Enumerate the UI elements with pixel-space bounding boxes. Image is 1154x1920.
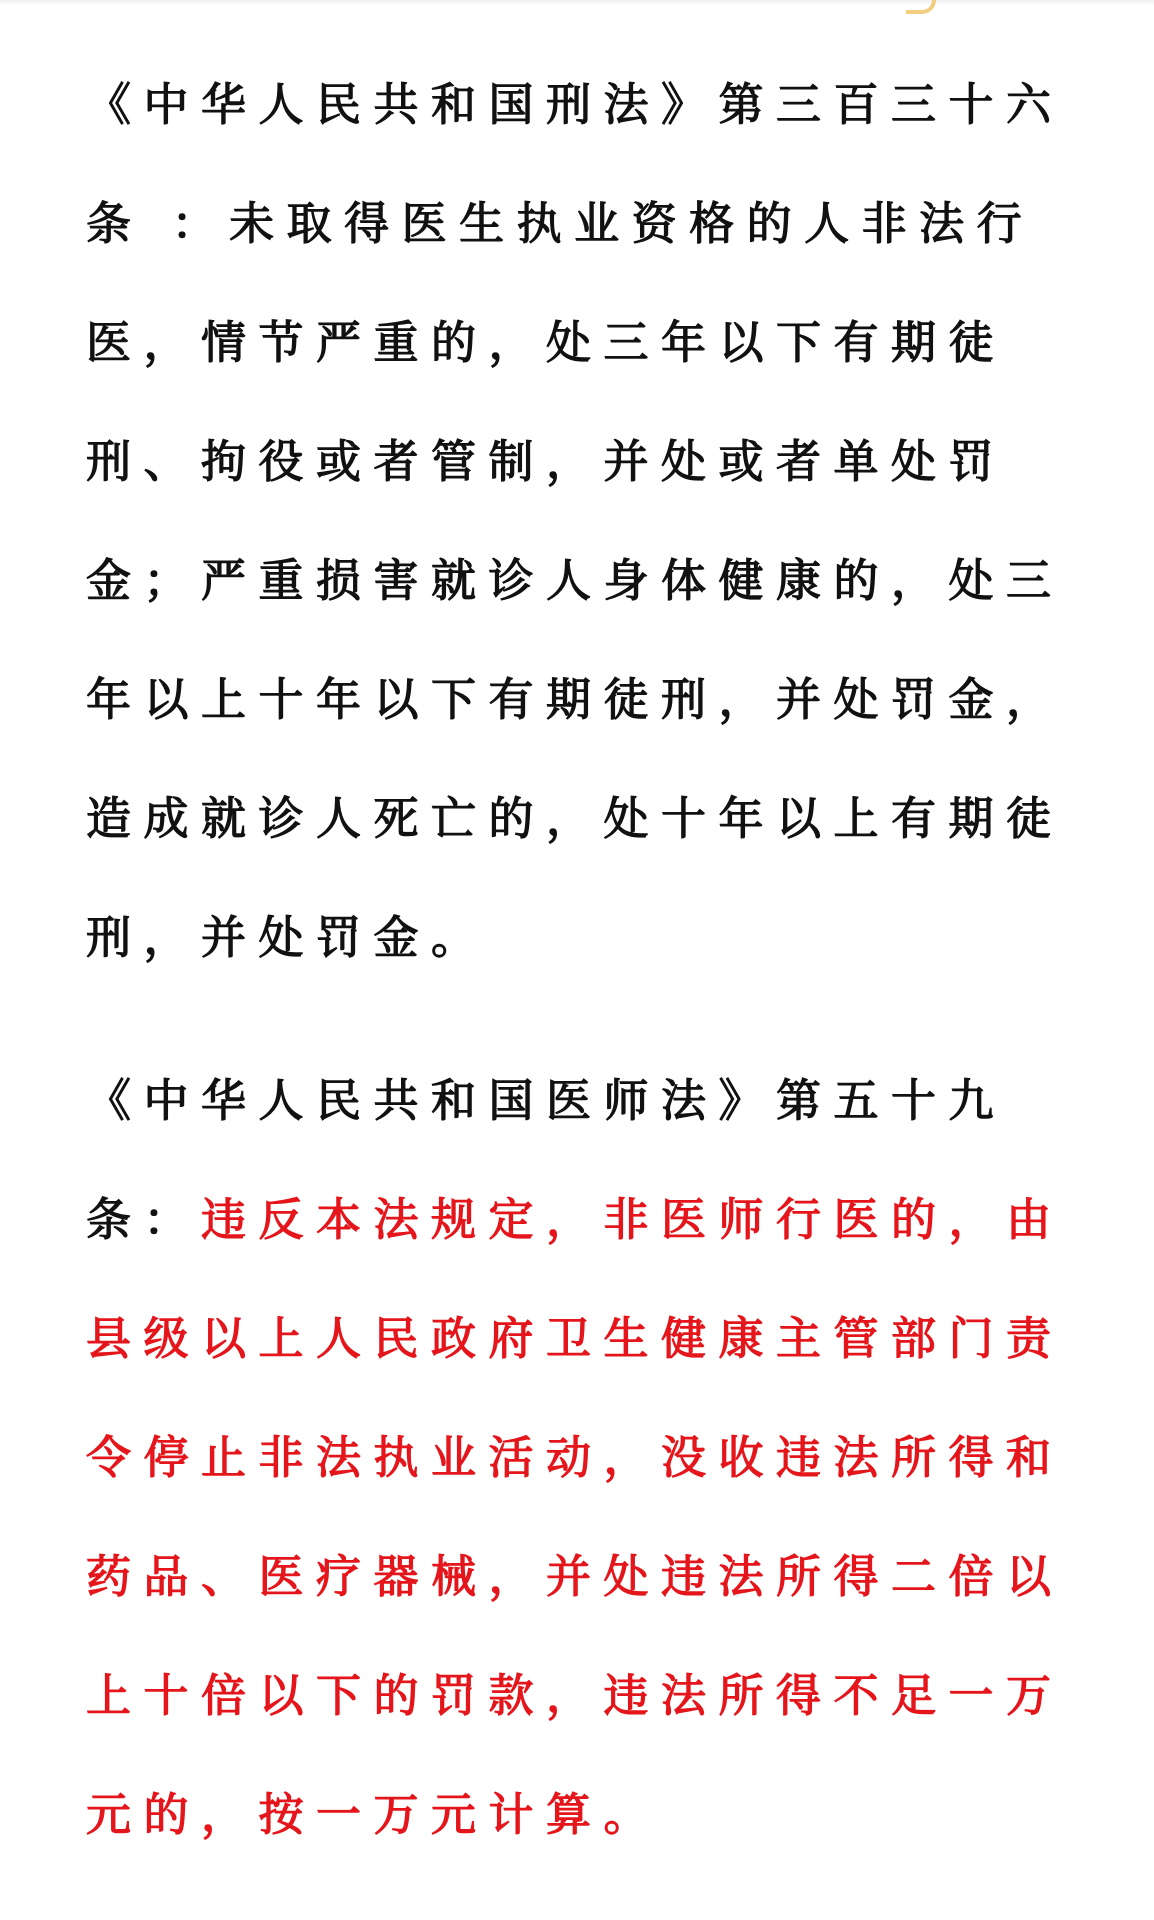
criminal-law-article-text: 《中华人民共和国刑法》第三百三十六条 ：未取得医生执业资格的人非法行医，情节严重的，处三年以下有期徒刑、拘役或者管制，并处或者单处罚金；严重损害就诊人身体健康的，处三年以上十年以下有期徒刑，并处罚金，造成就诊人死亡的，处十年以上有期徒刑，并处罚金。 (86, 78, 1064, 964)
physician-law-article-heading: 《中华人民共和国医师法》第五十九条： (86, 1074, 1007, 1246)
physician-law-highlighted-text: 违反本法规定，非医师行医的，由县级以上人民政府卫生健康主管部门责令停止非法执业活动，没收违法所得和药品、医疗器械，并处违法所得二倍以上十倍以下的罚款，违法所得不足一万元的，按一万元计算。 (86, 1193, 1064, 1841)
criminal-law-article-336 (86, 45, 1071, 997)
physician-law-article-59 (86, 1041, 1071, 1874)
top-edge-shadow (0, 0, 1154, 6)
decorative-corner-icon (906, 0, 936, 14)
